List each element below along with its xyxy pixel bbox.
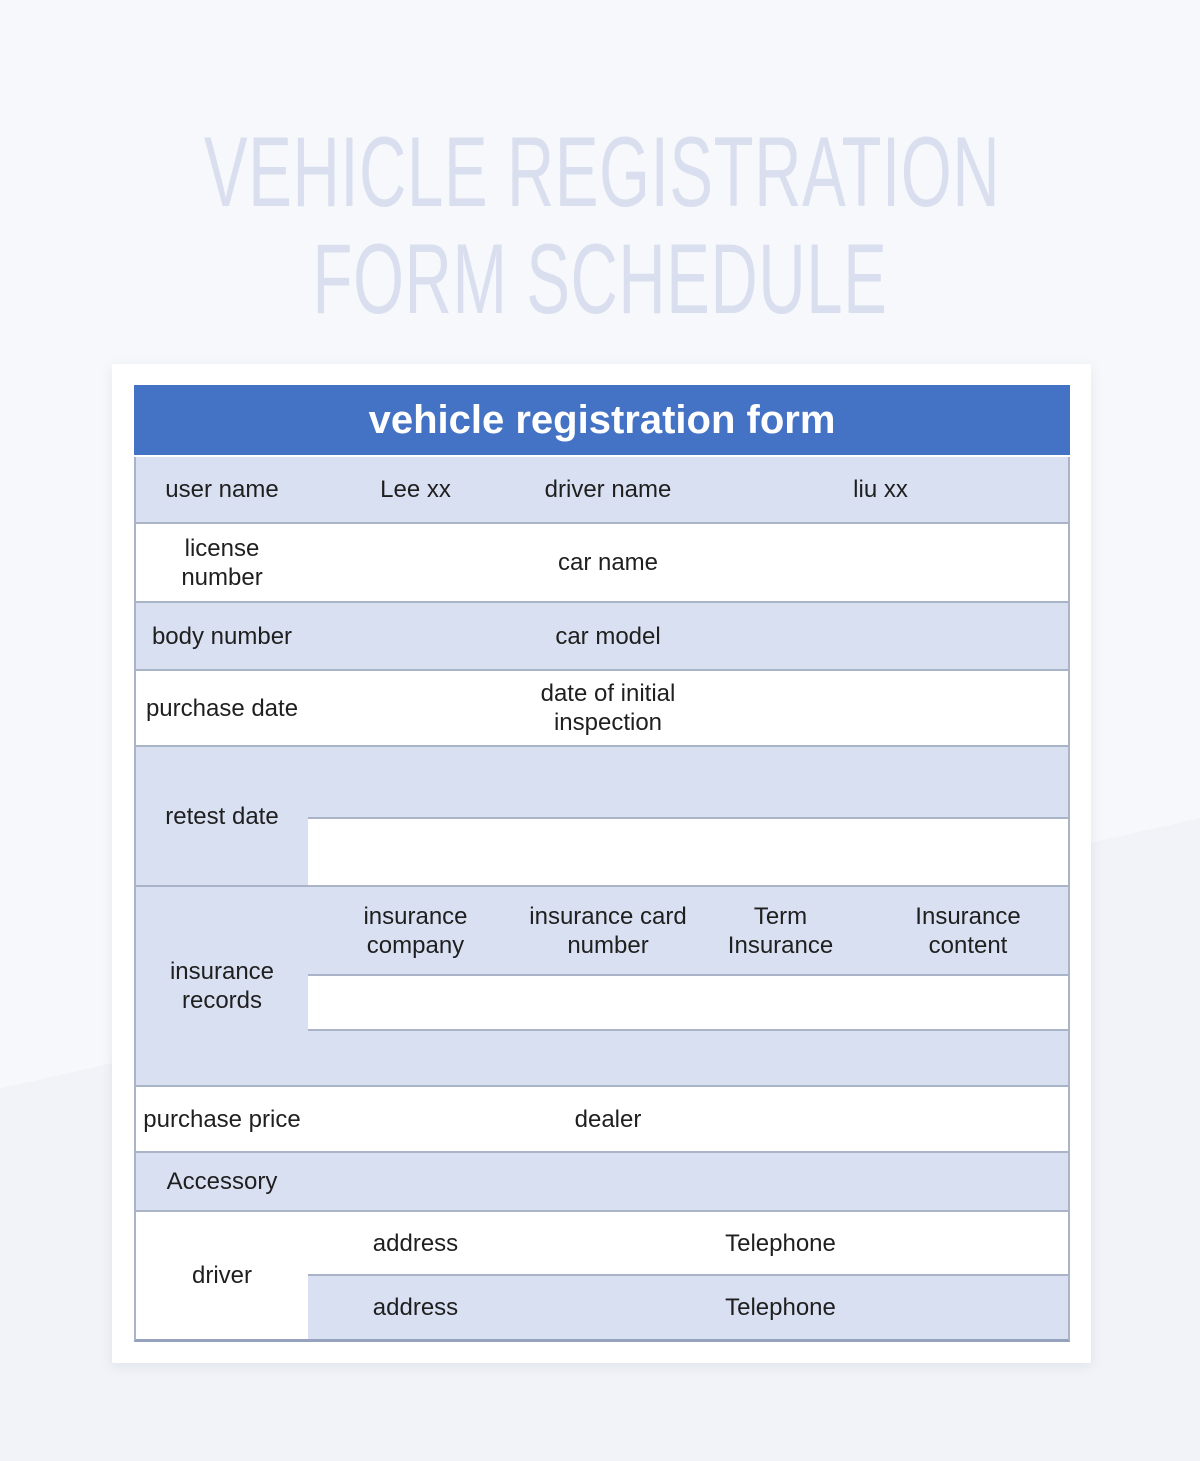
- license-number-label: license number: [181, 534, 263, 591]
- initial-inspection-value: [693, 671, 1068, 745]
- initial-inspection-label: date of initial inspection: [540, 680, 676, 736]
- driver-telephone-label-2: Telephone: [725, 1294, 836, 1321]
- driver-address-value-2: [523, 1276, 693, 1339]
- driver-telephone-value-1: [868, 1212, 1068, 1274]
- insurance-content-header: Insurance content: [915, 902, 1021, 959]
- purchase-price-label: purchase price: [143, 1105, 301, 1133]
- dealer-value: [693, 1087, 1068, 1151]
- row-body-number: [136, 601, 1068, 669]
- row-retest-date: [136, 745, 1068, 885]
- purchase-date-value: [308, 671, 523, 745]
- row-license-number: [136, 522, 1068, 601]
- row-insurance-records: [136, 885, 1068, 1085]
- user-name-label: user name: [165, 476, 279, 503]
- page-title: [0, 118, 1200, 332]
- license-number-value: [308, 524, 523, 601]
- purchase-price-value: [308, 1087, 523, 1151]
- insurance-card-number-header: insurance card number: [529, 902, 687, 959]
- user-name-value: Lee xx: [380, 476, 451, 503]
- table-title-bar: [134, 385, 1070, 457]
- term-insurance-header: Term Insurance: [727, 902, 834, 959]
- retest-date-spacer: [308, 747, 1068, 817]
- accessory-value: [308, 1153, 1068, 1210]
- car-model-value: [693, 603, 1068, 669]
- driver-name-label: driver name: [544, 476, 672, 503]
- car-model-label: car model: [555, 622, 661, 650]
- dealer-label: dealer: [574, 1105, 642, 1133]
- insurance-records-label: insurance records: [169, 958, 275, 1014]
- driver-label: driver: [191, 1262, 252, 1289]
- retest-date-input-area: [308, 817, 1068, 885]
- row-purchase-price: [136, 1085, 1068, 1151]
- insurance-bottom-spacer: [308, 1031, 1068, 1085]
- driver-area: [308, 1212, 1068, 1339]
- insurance-records-area: [308, 887, 1068, 1085]
- row-driver: [136, 1210, 1068, 1339]
- table-body: [134, 457, 1070, 1342]
- form-card: [112, 364, 1091, 1363]
- vehicle-registration-table: [134, 385, 1070, 1342]
- insurance-company-header: insurance company: [363, 902, 468, 959]
- insurance-input-area: [308, 974, 1068, 1031]
- driver-telephone-value-2: [868, 1276, 1068, 1339]
- row-accessory: [136, 1151, 1068, 1210]
- driver-address-label-2: address: [372, 1294, 459, 1321]
- row-purchase-date: [136, 669, 1068, 745]
- row-user-name: [136, 457, 1068, 522]
- retest-date-area: [308, 747, 1068, 885]
- driver-telephone-label-1: Telephone: [725, 1229, 836, 1257]
- accessory-label: Accessory: [166, 1168, 278, 1195]
- driver-name-value: liu xx: [853, 476, 908, 503]
- body-number-value: [308, 603, 523, 669]
- insurance-header-row: [308, 887, 1068, 974]
- driver-subrow-2: [308, 1274, 1068, 1339]
- driver-address-value-1: [523, 1212, 693, 1274]
- driver-subrow-1: [308, 1212, 1068, 1274]
- driver-address-label-1: address: [372, 1229, 459, 1257]
- car-name-value: [693, 524, 1068, 601]
- retest-date-label: retest date: [165, 802, 279, 830]
- car-name-label: car name: [557, 549, 659, 576]
- page-title-line2: FORM SCHEDULE: [312, 223, 888, 334]
- page-title-line1: VEHICLE REGISTRATION: [203, 116, 1001, 227]
- purchase-date-label: purchase date: [145, 694, 299, 722]
- body-number-label: body number: [151, 622, 293, 650]
- table-title: vehicle registration form: [368, 397, 836, 442]
